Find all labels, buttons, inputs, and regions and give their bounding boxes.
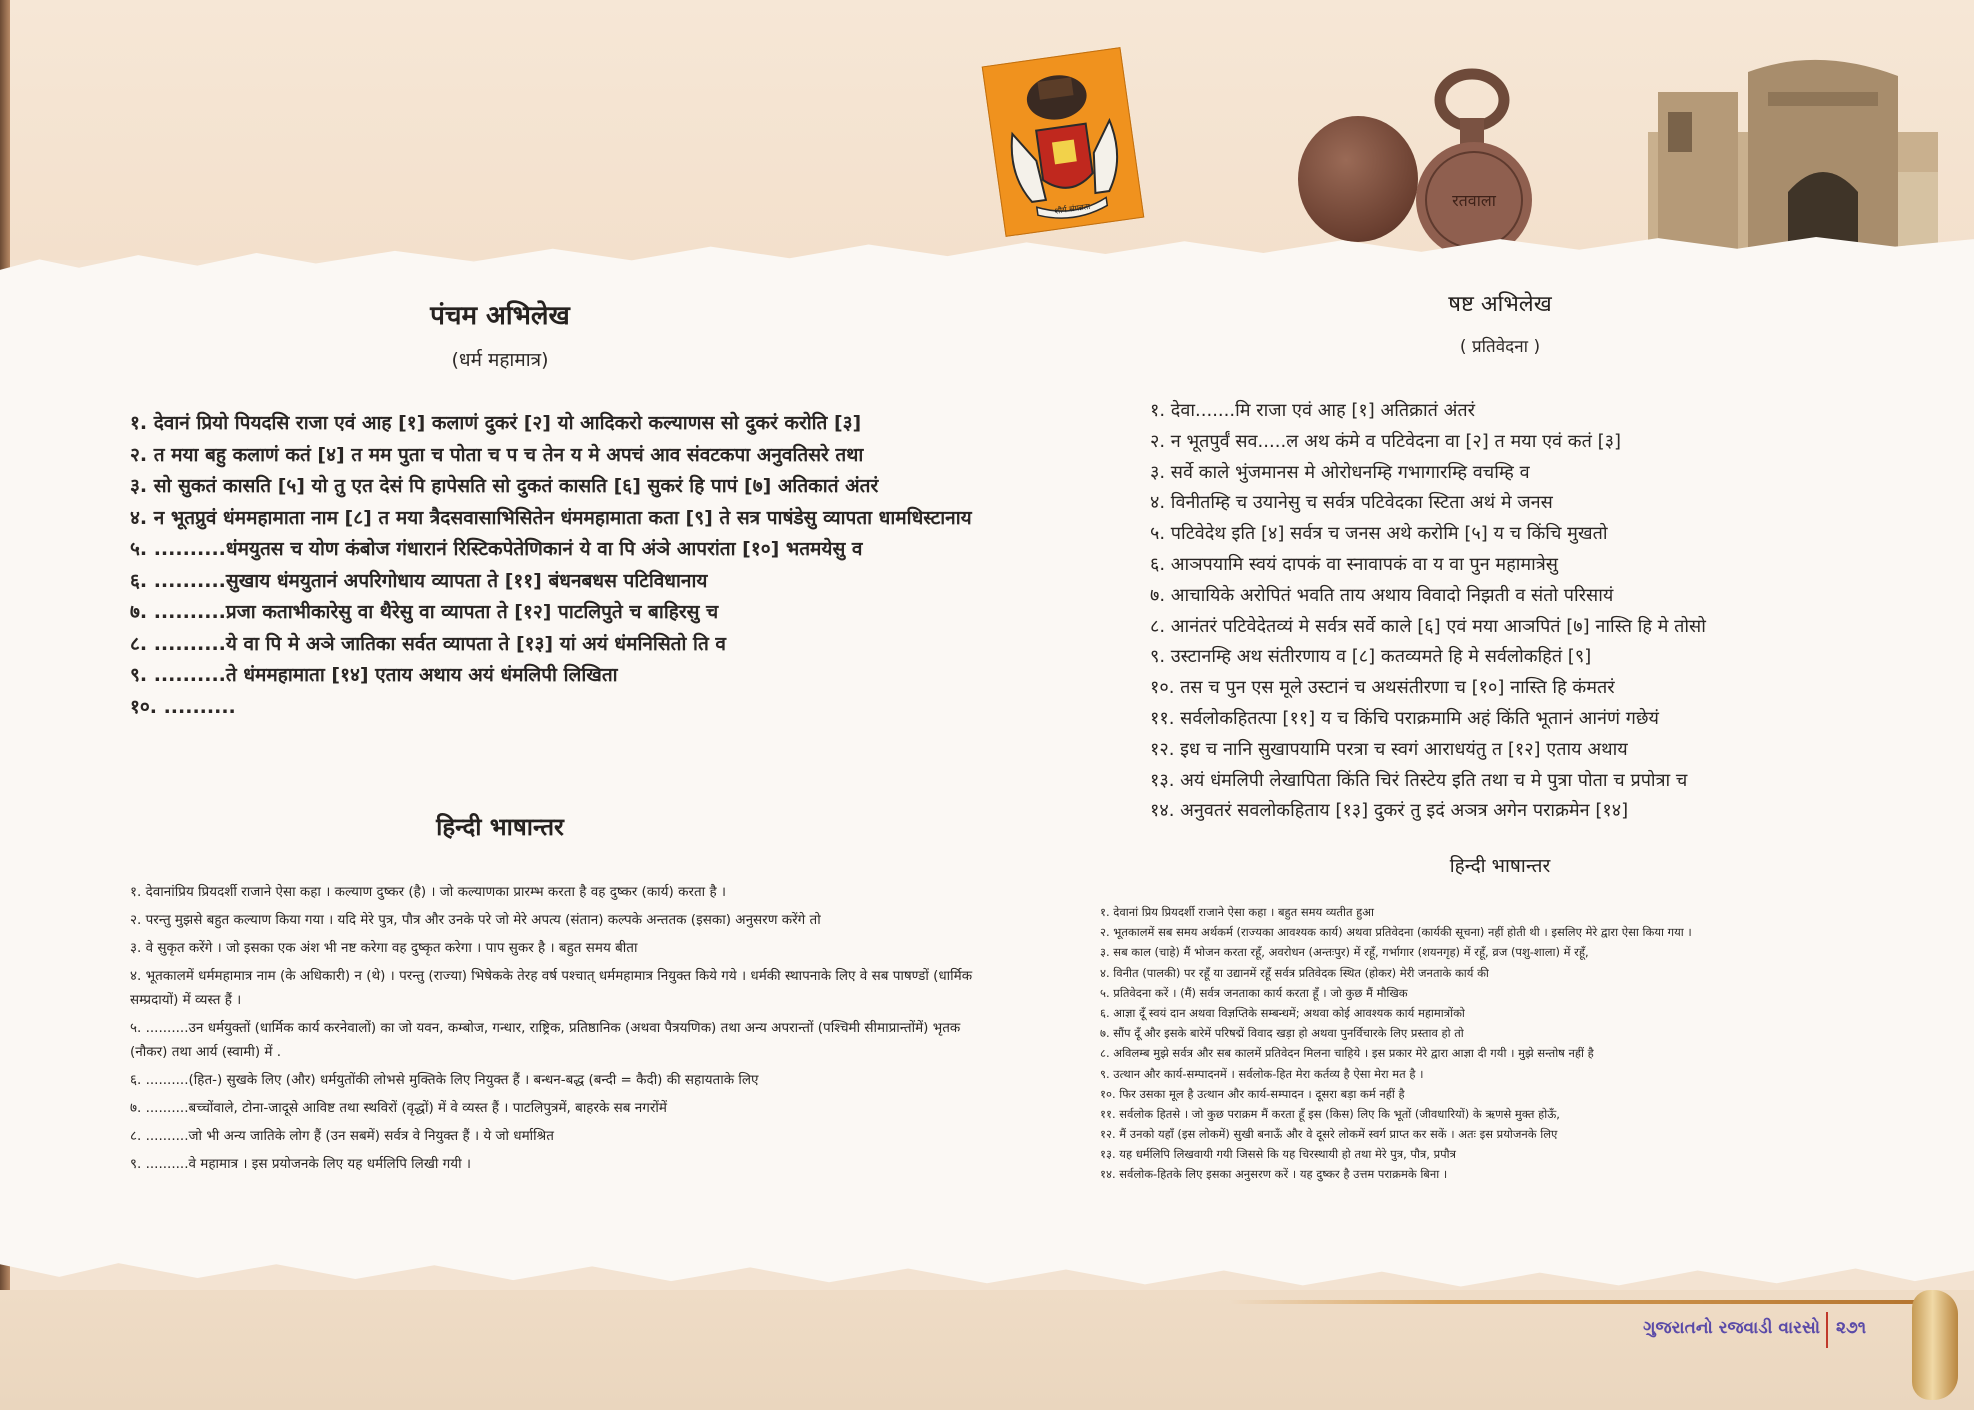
translation-line: ९. ..........वे महामात्र । इस प्रयोजनके लिए यह धर्मलिपि लिखी गयी । [130,1156,471,1172]
inscription-line: २. त मया बहु कलाणं कतं [४] त मम पुता च पोता च प च तेन य मे अपचं आव संवटकपा अनुवतिसरे तथा [130,443,864,466]
translation-line: ४. भूतकालमें धर्ममहामात्र नाम (के अधिकारी) न (थे) । परन्तु (राज्या) भिषेकके तेरह वर्ष पश्चात् धर्ममहामात्र नियुक्त किये गये । धर्मकी स्थापनाके लिए वे सब पाषण्डों (धार्मिक सम्प्रदायों) में व्यस्त हैं । [130,968,973,1008]
right-inscription-lines [1150,396,1930,827]
inscription-line: ४. विनीतम्हि च उयानेसु च सर्वत्र पटिवेदका स्टिता अथं मे जनस [1150,492,1553,514]
inscription-line: १४. अनुवतरं सवलोकहिताय [१३] दुकरं तु इदं अञत्र अगेन पराक्रमेन [१४] [1150,800,1629,822]
translation-line: ५. ..........उन धर्मयुक्तों (धार्मिक कार्य करनेवालों) का जो यवन, कम्बोज, गन्धार, राष्ट्रिक, प्रतिष्ठानिक (अथवा पैत्रयणिक) तथा अन्य अपरान्तों (पश्चिमी सीमाप्रान्तोंमें) भृतक (नौकर) तथा आर्य (स्वामी) में . [130,1020,961,1060]
translation-line: १. देवानां प्रिय प्रियदर्शी राजाने ऐसा कहा । बहुत समय व्यतीत हुआ [1100,905,1375,919]
inscription-line: ४. न भूतप्रुवं धंममहामाता नाम [८] त मया त्रैदसवासाभिसितेन धंममहामाता कता [९] ते सत्र पाषंडेसु व्यापता धामधिस्टानाय [130,506,972,529]
inscription-line: ८. आनंतरं पटिवेदेतव्यं मे सर्वत्र सर्वे काले [६] एवं मया आञपितं [७] नास्ति हि मे तोसो [1150,615,1706,637]
inscription-line: ८. ..........ये वा पि मे अञे जातिका सर्वत व्यापता ते [१३] यां अयं धंमनिसितो ति व [130,632,726,655]
bottom-decorative-band [0,1290,1974,1410]
left-translation-lines [130,880,1000,1180]
inscription-line: ३. सर्वे काले भुंजमानस मे ओरोधनम्हि गभागारम्हि वचम्हि व [1150,461,1530,483]
translation-line: १०. फिर उसका मूल है उत्थान और कार्य-सम्पादन । दूसरा बड़ा कर्म नहीं है [1100,1086,1405,1101]
left-inscription-title: पंचम अभिलेख [430,301,570,331]
inscription-line: १. देवानं प्रियो पियदसि राजा एवं आह [१] कलाणं दुकरं [२] यो आदिकरो कल्याणस सो दुकरं करोति [३] [130,412,862,434]
seal-stamp-icon [1410,60,1538,260]
inscription-line: २. न भूतपुर्वं सव.....ल अथ कंमे व पटिवेदना वा [२] त मया एवं कतं [३] [1150,430,1621,452]
inscription-line: ६. आञपयामि स्वयं दापकं वा स्नावापकं वा य वा पुन महामात्रेसु [1150,553,1558,575]
translation-line: २. भूतकालमें सब समय अर्थकर्म (राज्यका आवश्यक कार्य) अथवा प्रतिवेदना (कार्यकी सूचना) नहीं होती थी । इसलिए मेरे द्वारा ऐसा किया गया । [1100,925,1692,940]
stone-gateway-icon [1648,52,1938,258]
seal-text: रतवाला [1452,191,1496,210]
translation-line: ७. ..........बच्चोंवाले, टोना-जादूसे आविष्ट तथा स्थविरों (वृद्धों) में वे व्यस्त हैं । पाटलिपुत्रमें, बाहरके सब नगरोंमें [130,1100,667,1116]
translation-line: ८. अविलम्ब मुझे सर्वत्र और सब कालमें प्रतिवेदन मिलना चाहिये । इस प्रकार मेरे द्वारा आज्ञा दी गयी । मुझे सन्तोष नहीं है [1100,1046,1594,1061]
inscription-line: १३. अयं धंमलिपी लेखापिता किंति चिरं तिस्टेय इति तथा च मे पुत्रा पोता च प्रपोत्रा च [1150,769,1688,791]
footer-rule [1230,1300,1930,1304]
translation-line: ९. उत्थान और कार्य-सम्पादनमें । सर्वलोक-हित मेरा कर्तव्य है ऐसा मेरा मत है । [1100,1066,1424,1081]
inscription-line: ७. आचायिके अरोपितं भवति ताय अथाय विवादो निझती व संतो परिसायं [1150,584,1614,606]
footer-separator [1826,1312,1828,1348]
footer-page-number: ૨૭૧ [1836,1318,1867,1338]
seal-stamp-image [1410,60,1538,260]
inscription-line: ५. पटिवेदेथ इति [४] सर्वत्र च जनस अथे करोमि [५] य च किंचि मुखतो [1150,523,1608,545]
right-inscription-subtitle: ( प्रतिवेदना ) [1459,337,1541,357]
translation-line: ५. प्रतिवेदना करें । (मैं) सर्वत्र जनताका कार्य करता हूँ । जो कुछ मैं मौखिक [1100,985,1408,1000]
inscription-line: १०. .......... [130,695,236,718]
translation-line: १२. मैं उनको यहाँ (इस लोकमें) सुखी बनाऊँ और वे दूसरे लोकमें स्वर्ग प्राप्त कर सकें । अतः इस प्रयोजनके लिए [1100,1127,1558,1142]
footer-book-title: ગુજરાતનો રજવાડી વારસો [1643,1318,1820,1338]
royal-emblem-image [982,47,1145,237]
inscription-line: १. देवा.......मि राजा एवं आह [१] अतिक्रातं अंतरं [1150,400,1475,421]
translation-line: ११. सर्वलोक हितसे । जो कुछ पराक्रम मैं करता हूँ इस (किस) लिए कि भूतों (जीवधारियों) के ऋणसे मुक्त होऊँ, [1100,1106,1560,1121]
inscription-line: ९. ..........ते धंममहामाता [१४] एताय अथाय अयं धंमलिपी लिखिता [130,664,618,686]
left-inscription-lines [130,408,1010,723]
inscription-line: ३. सो सुकतं कासति [५] यो तु एत देसं पि हापेसति सो दुकतं कासति [६] सुकरं हि पापं [७] अतिकातं अंतरं [130,475,879,497]
translation-line: ४. विनीत (पालकी) पर रहूँ या उद्यानमें रहूँ सर्वत्र प्रतिवेदक स्थित (होकर) मेरी जनताके कार्य की [1100,965,1489,980]
scroll-curl-decoration [1912,1290,1958,1400]
right-inscription-title: षष्ट अभिलेख [1448,292,1552,317]
right-translation-lines [1100,902,1940,1185]
ancient-coin-image [1298,116,1418,242]
inscription-line: ११. सर्वलोकहितत्पा [११] य च किंचि पराक्रमामि अहं किंति भूतानं आनंणं गछेयं [1150,707,1659,729]
translation-line: ८. ..........जो भी अन्य जातिके लोग हैं (उन सबमें) सर्वत्र वे नियुक्त हैं । ये जो धर्माश्रित [130,1128,554,1144]
inscription-line: ७. ..........प्रजा कताभीकारेसु वा थैरेसु वा व्यापता ते [१२] पाटलिपुते च बाहिरसु च [130,601,719,623]
inscription-line: ६. ..........सुखाय धंमयुतानं अपरिगोधाय व्यापता ते [११] बंधनबधस पटिविधानाय [130,569,708,592]
left-translation-title: हिन्दी भाषान्तर [436,813,564,841]
coat-of-arms-icon [983,48,1143,236]
emblem-motto-text: शौर्य संपन्नता [1054,201,1091,216]
translation-line: १३. यह धर्मलिपि लिखवायी गयी जिससे कि यह चिरस्थायी हो तथा मेरे पुत्र, पौत्र, प्रपौत्र [1100,1147,1456,1162]
translation-line: १. देवानांप्रिय प्रियदर्शी राजाने ऐसा कहा । कल्याण दुष्कर (है) । जो कल्याणका प्रारम्भ करता है वह दुष्कर (कार्य) करता है । [130,884,727,900]
translation-line: ७. सौंप दूँ और इसके बारेमें परिषद्में विवाद खड़ा हो अथवा पुनर्विचारके लिए प्रस्ताव हो तो [1100,1026,1464,1041]
inscription-line: ९. उस्टानम्हि अथ संतीरणाय व [८] कतव्यमते हि मे सर्वलोकहितं [९] [1150,646,1592,668]
translation-line: ६. आज्ञा दूँ स्वयं दान अथवा विज्ञप्तिके सम्बन्धमें; अथवा कोई आवश्यक कार्य महामात्रोंको [1100,1005,1465,1020]
translation-line: ३. वे सुकृत करेंगे । जो इसका एक अंश भी नष्ट करेगा वह दुष्कृत करेगा । पाप सुकर है । बहुत समय बीता [130,940,638,956]
inscription-line: १०. तस च पुन एस मूले उस्टानं च अथसंतीरणा च [१०] नास्ति हि कंमतरं [1150,677,1615,699]
translation-line: २. परन्तु मुझसे बहुत कल्याण किया गया । यदि मेरे पुत्र, पौत्र और उनके परे जो मेरे अपत्य (संतान) कल्पके अन्ततक (इसका) अनुसरण करेंगे तो [130,912,821,928]
monument-photo-image [1648,52,1938,258]
right-translation-title: हिन्दी भाषान्तर [1449,855,1551,877]
inscription-line: ५. ..........धंमयुतस च योण कंबोज गंधारानं रिस्टिकपेतेणिकानं ये वा पि अंञे आपरांता [१०] भतमयेसु व [130,538,863,560]
translation-line: ३. सब काल (चाहे) मैं भोजन करता रहूँ, अवरोधन (अन्तःपुर) में रहूँ, गर्भागार (शयनगृह) में रहूँ, व्रज (पशु-शाला) में रहूँ, [1100,945,1589,960]
translation-line: ६. ..........(हित-) सुखके लिए (और) धर्मयुतोंकी लोभसे मुक्तिके लिए नियुक्त हैं । बन्धन-बद्ध (बन्दी = कैदी) की सहायताके लिए [130,1072,759,1088]
left-inscription-subtitle: (धर्म महामात्र) [451,349,549,371]
translation-line: १४. सर्वलोक-हितके लिए इसका अनुसरण करें । यह दुष्कर है उत्तम पराक्रमके बिना । [1100,1167,1448,1182]
inscription-line: १२. इध च नानि सुखापयामि परत्रा च स्वगं आराधयंतु त [१२] एताय अथाय [1150,738,1628,760]
